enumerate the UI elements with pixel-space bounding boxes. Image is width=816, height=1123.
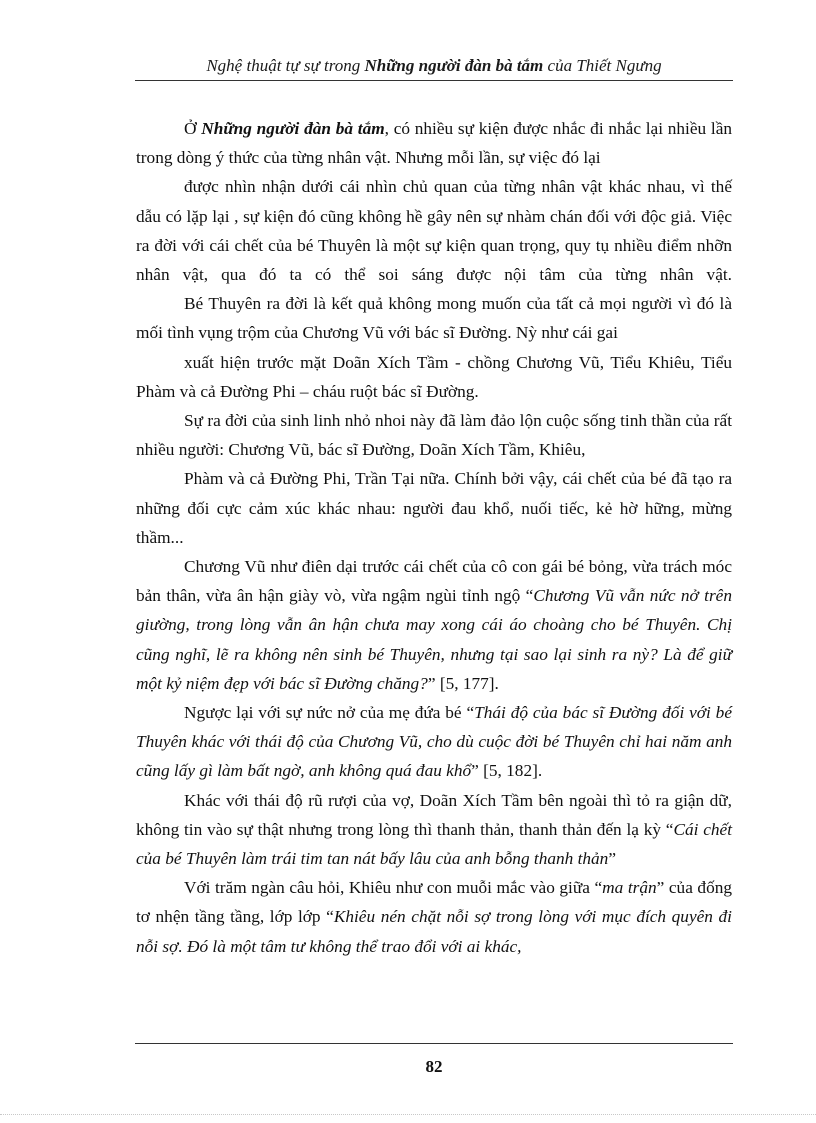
body-text <box>136 114 732 961</box>
p6-quote: Cái chết của bé Thuyên làm trái tim tan nát bấy lâu của anh bỗng thanh thản <box>136 819 732 869</box>
paragraph-2a <box>136 289 732 347</box>
p2-continued: xuất hiện trước mặt Doãn Xích Tầm - chồng Chương Vũ, Tiểu Khiêu, Tiểu Phàm và cả Đường Phi – cháu ruột bác sĩ Đường. <box>136 352 732 401</box>
paragraph-3a <box>136 406 732 464</box>
p2-text: Bé Thuyên ra đời là kết quả không mong muốn của tất cả mọi người vì đó là mối tình vụng trộm của Chương Vũ với bác sĩ Đường. Nỳ như cái gai <box>136 294 732 343</box>
paragraph-4 <box>136 552 732 698</box>
p1-start: Ở <box>184 119 202 138</box>
p4-quote: Chương Vũ vẫn nức nở trên giường, trong lòng vẫn ân hận chưa may xong cái áo choàng cho bé Thuyên. Chị cũng nghĩ, lẽ ra không nên sinh bé Thuyên, nhưng tại sao lại sinh ra nỳ? Là để giữ một kỷ niệm đẹp với bác sĩ Đường chăng? <box>136 586 732 693</box>
p7-quote: Khiêu nén chặt nỗi sợ trong lòng với mục đích quyên đi nỗi sợ. Đó là một tâm tư không thể trao đổi với ai khác, <box>136 907 732 956</box>
header-suffix: của Thiết Ngưng <box>543 56 662 75</box>
p5-quote: Thái độ của bác sĩ Đường đối với bé Thuyên khác với thái độ của Chương Vũ, cho dù cuộc đời bé Thuyên chỉ hai năm anh cũng lấy gì làm bất ngờ, anh không quá đau khổ <box>136 703 732 781</box>
page-edge <box>0 1114 816 1115</box>
paragraph-1a <box>136 114 732 172</box>
page-number: 82 <box>425 1057 443 1076</box>
p7-text-continued: ” của đống tơ nhện tầng tầng, lớp lớp “ <box>136 878 732 927</box>
paragraph-6 <box>136 786 732 874</box>
p7-quote-term: ma trận <box>602 878 657 898</box>
p5-citation: ” [5, 182]. <box>471 761 543 781</box>
p6-text: Khác với thái độ rũ rượi của vợ, Doãn Xích Tầm bên ngoài thì tỏ ra giận dữ, không tin vào sự thật nhưng trong lòng thì thanh thản, thanh thản đến lạ kỳ “ <box>136 790 732 839</box>
paragraph-2b <box>136 348 732 406</box>
paragraph-1b <box>136 172 732 289</box>
p7-text: Với trăm ngàn câu hỏi, Khiêu như con muỗi mắc vào giữa “ <box>184 878 603 898</box>
header-prefix: Nghệ thuật tự sự trong <box>206 56 365 75</box>
paragraph-5 <box>136 698 732 786</box>
header-rule <box>135 80 733 81</box>
p3-text: Sự ra đời của sinh linh nhỏ nhoi này đã làm đảo lộn cuộc sống tinh thần của rất nhiều người: Chương Vũ, bác sĩ Đường, Doãn Xích Tầm, Khiêu, <box>136 411 732 460</box>
p4-citation: ” [5, 177]. <box>427 673 499 693</box>
p3-continued: Phàm và cả Đường Phi, Trần Tại nữa. Chính bởi vậy, cái chết của bé đã tạo ra những đối cực cảm xúc khác nhau: người đau khổ, nuối tiếc, kẻ hờ hững, mừng thầm... <box>136 469 732 547</box>
p1-book-title: Những người đàn bà tắm <box>201 119 385 138</box>
header-book-title: Những người đàn bà tắm <box>364 56 544 75</box>
paragraph-3b <box>136 464 732 552</box>
paragraph-7 <box>136 873 732 961</box>
running-header <box>135 56 733 76</box>
p4-text: Chương Vũ như điên dại trước cái chết của cô con gái bé bỏng, vừa trách móc bản thân, vừa ân hận giày vò, vừa ngậm ngùi tỉnh ngộ “ <box>136 557 732 606</box>
footer-rule <box>135 1043 733 1044</box>
p1-rest: , có nhiều sự kiện được nhắc đi nhắc lại nhiều lần trong dòng ý thức của từng nhân vật. Nhưng mỗi lần, sự việc đó lại <box>136 119 733 168</box>
p5-text: Ngược lại với sự nức nở của mẹ đứa bé “ <box>184 703 475 723</box>
p1-continued: được nhìn nhận dưới cái nhìn chủ quan của từng nhân vật khác nhau, vì thế dẫu có lặp lại , sự kiện đó cũng không hề gây nên sự nhàm chán đối với độc giả. Việc ra đời với cái chết của bé Thuyên là một sự kiện quan trọng, quy tụ nhiều điểm nhỡn nhân vật, qua đó ta có thể soi sáng được nội tâm của từng nhân vật. <box>136 177 732 285</box>
p6-citation: ” <box>608 849 616 869</box>
